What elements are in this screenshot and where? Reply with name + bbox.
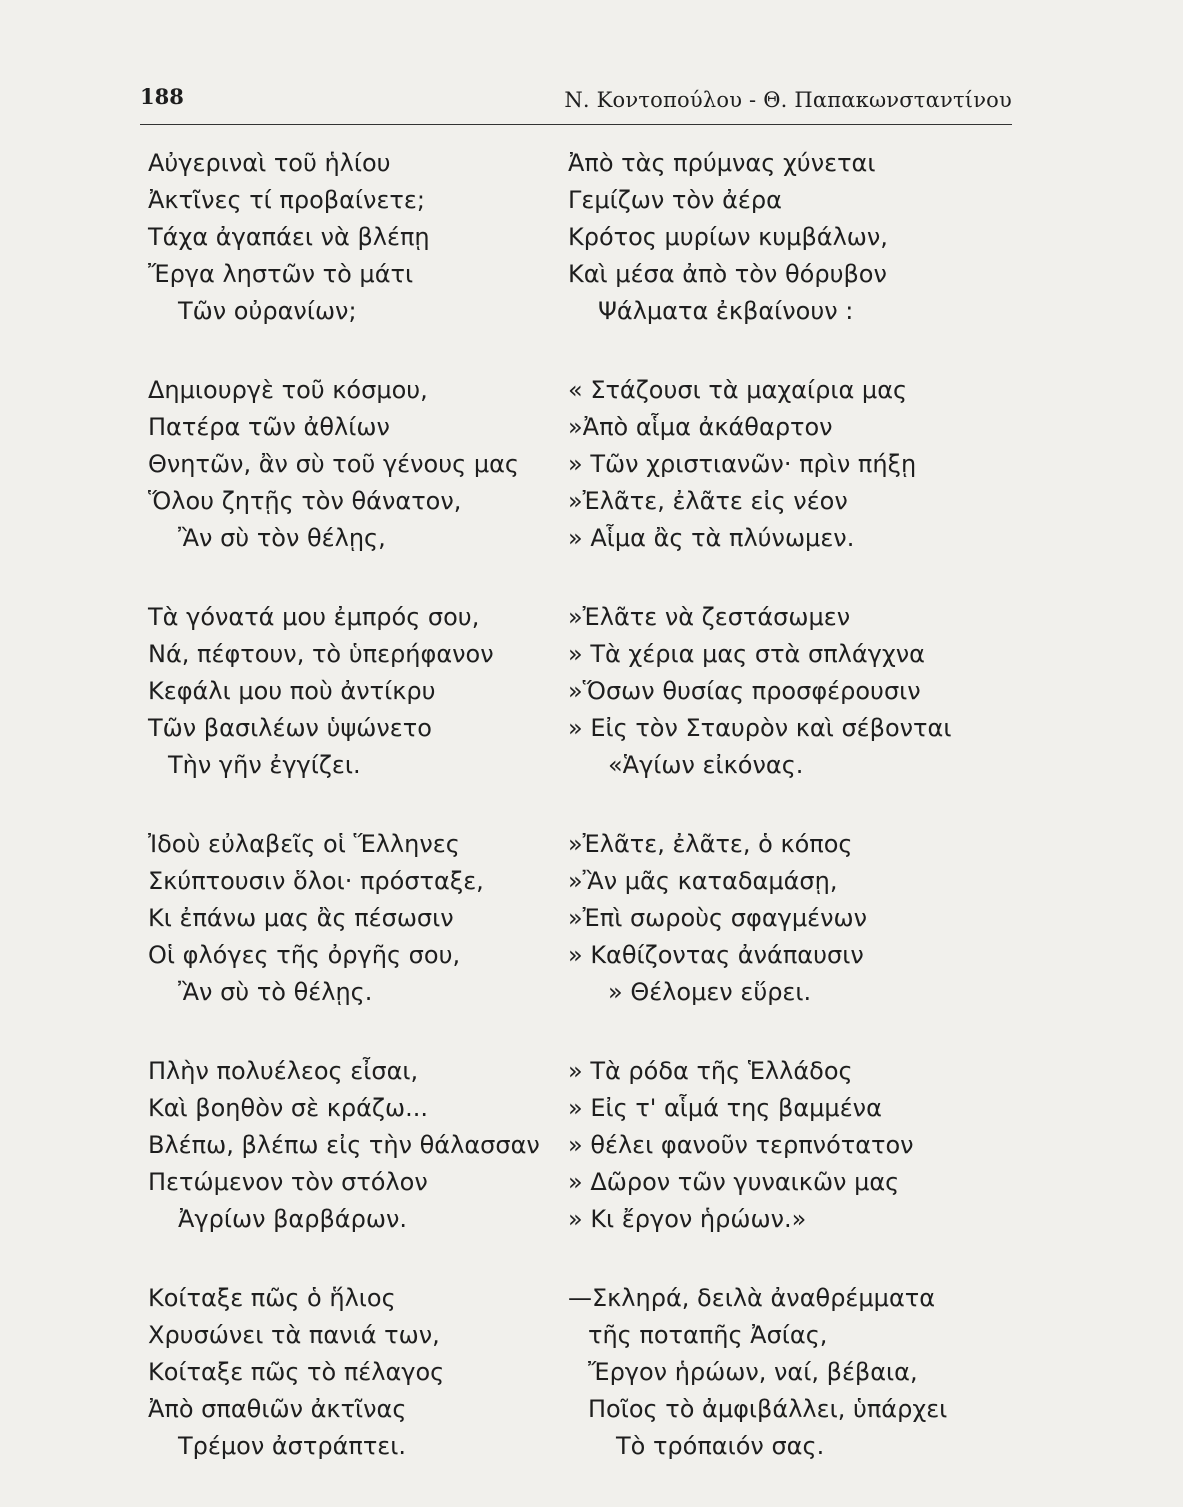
verse-line: Αὐγεριναὶ τοῦ ἡλίου [148,149,391,177]
verse-line: Πλὴν πολυέλεος εἶσαι, [148,1057,419,1085]
verse-line: » Εἰς τ' αἷμά της βαμμένα [568,1094,882,1122]
verse-line: Τάχα ἀγαπάει νὰ βλέπῃ [148,223,430,251]
verse-line: »Ἀπὸ αἷμα ἀκάθαρτον [568,413,833,441]
verse-line: Ἂν σὺ τὸ θέλῃς. [178,978,373,1006]
verse-line: Τρέμον ἀστράπτει. [178,1432,407,1460]
verse-line: Τὰ γόνατά μου ἐμπρός σου, [148,603,480,631]
verse-line: » θέλει φανοῦν τερπνότατον [568,1131,914,1159]
verse-line: Οἱ φλόγες τῆς ὀργῆς σου, [148,941,461,969]
verse-line: » Τὰ ρόδα τῆς Ἑλλάδος [568,1057,853,1085]
verse-line: Ἀπὸ τὰς πρύμνας χύνεται [568,149,876,177]
verse-line: Πετώμενον τὸν στόλον [148,1168,428,1196]
verse-line: »Ἐλᾶτε, ἐλᾶτε, ὁ κόπος [568,830,853,858]
verse-line: « Στάζουσι τὰ μαχαίρια μας [568,376,908,404]
verse-line: »Ἐπὶ σωροὺς σφαγμένων [568,904,867,932]
verse-line: Βλέπω, βλέπω εἰς τὴν θάλασσαν [148,1131,540,1159]
verse-line: «Ἁγίων εἰκόνας. [608,751,804,779]
verse-line: » Κι ἔργον ἡρώων.» [568,1205,807,1233]
page-header [140,84,1012,118]
verse-line: Ἔργα ληστῶν τὸ μάτι [148,260,414,288]
verse-line: » Αἷμα ἂς τὰ πλύνωμεν. [568,524,855,552]
verse-line: τῆς ποταπῆς Ἀσίας, [588,1321,828,1349]
stanza [568,1280,1018,1465]
verse-line: Ἰδοὺ εὐλαβεῖς οἱ Ἕλληνες [148,830,460,858]
verse-line: Ἀπὸ σπαθιῶν ἀκτῖνας [148,1395,407,1423]
header-rule [140,124,1012,125]
verse-line: Ὅλου ζητῇς τὸν θάνατον, [148,487,462,515]
verse-line: Ἔργον ἡρώων, ναί, βέβαια, [588,1358,918,1386]
stanza [148,145,588,330]
verse-line: »Ὅσων θυσίας προσφέρουσιν [568,677,921,705]
verse-line: Κεφάλι μου ποὺ ἀντίκρυ [148,677,436,705]
verse-line: » Καθίζοντας ἀνάπαυσιν [568,941,864,969]
right-column [568,145,1018,1507]
verse-line: Τὴν γῆν ἐγγίζει. [168,751,361,779]
stanza [148,1053,588,1238]
verse-line: Κοίταξε πῶς ὁ ἥλιος [148,1284,396,1312]
verse-line: Τῶν οὐρανίων; [178,297,357,325]
verse-line: Τῶν βασιλέων ὑψώνετο [148,714,432,742]
stanza [568,372,1018,557]
stanza [568,145,1018,330]
verse-line: Ψάλματα ἐκβαίνουν : [598,297,854,325]
verse-line: Ἀκτῖνες τί προβαίνετε; [148,186,425,214]
left-column [148,145,588,1507]
stanza [148,1280,588,1465]
verse-line: » Θέλομεν εὕρει. [608,978,812,1006]
stanza [568,599,1018,784]
verse-line: » Δῶρον τῶν γυναικῶν μας [568,1168,900,1196]
stanza [148,372,588,557]
verse-line: Κρότος μυρίων κυμβάλων, [568,223,888,251]
page-number: 188 [140,84,184,109]
stanza [148,599,588,784]
stanza [148,826,588,1011]
verse-line: Νά, πέφτουν, τὸ ὑπερήφανον [148,640,494,668]
verse-line: Τὸ τρόπαιόν σας. [616,1432,825,1460]
verse-line: Ἂν σὺ τὸν θέλῃς, [178,524,386,552]
verse-line: Κοίταξε πῶς τὸ πέλαγος [148,1358,445,1386]
verse-line: » Τῶν χριστιανῶν· πρὶν πήξῃ [568,450,917,478]
verse-line: Κι ἐπάνω μας ἂς πέσωσιν [148,904,454,932]
verse-line: Χρυσώνει τὰ πανιά των, [148,1321,440,1349]
verse-line: Πατέρα τῶν ἀθλίων [148,413,390,441]
verse-line: Ἀγρίων βαρβάρων. [178,1205,407,1233]
verse-line: »Ἂν μᾶς καταδαμάσῃ, [568,867,838,895]
verse-line: —Σκληρά, δειλὰ ἀναθρέμματα [568,1284,936,1312]
verse-line: Δημιουργὲ τοῦ κόσμου, [148,376,428,404]
verse-line: Σκύπτουσιν ὅλοι· πρόσταξε, [148,867,484,895]
verse-line: »Ἐλᾶτε νὰ ζεστάσωμεν [568,603,851,631]
verse-line: » Εἰς τὸν Σταυρὸν καὶ σέβονται [568,714,952,742]
verse-line: » Τὰ χέρια μας στὰ σπλάγχνα [568,640,925,668]
verse-line: Καὶ μέσα ἀπὸ τὸν θόρυβον [568,260,887,288]
stanza [568,1053,1018,1238]
running-head: Ν. Κοντοπούλου - Θ. Παπακωνσταντίνου [564,88,1012,112]
stanza [568,826,1018,1011]
verse-line: Θνητῶν, ἂν σὺ τοῦ γένους μας [148,450,519,478]
verse-line: »Ἐλᾶτε, ἐλᾶτε εἰς νέον [568,487,848,515]
verse-line: Καὶ βοηθὸν σὲ κράζω... [148,1094,428,1122]
verse-line: Γεμίζων τὸν ἀέρα [568,186,782,214]
verse-line: Ποῖος τὸ ἀμφιβάλλει, ὑπάρχει [588,1395,948,1423]
